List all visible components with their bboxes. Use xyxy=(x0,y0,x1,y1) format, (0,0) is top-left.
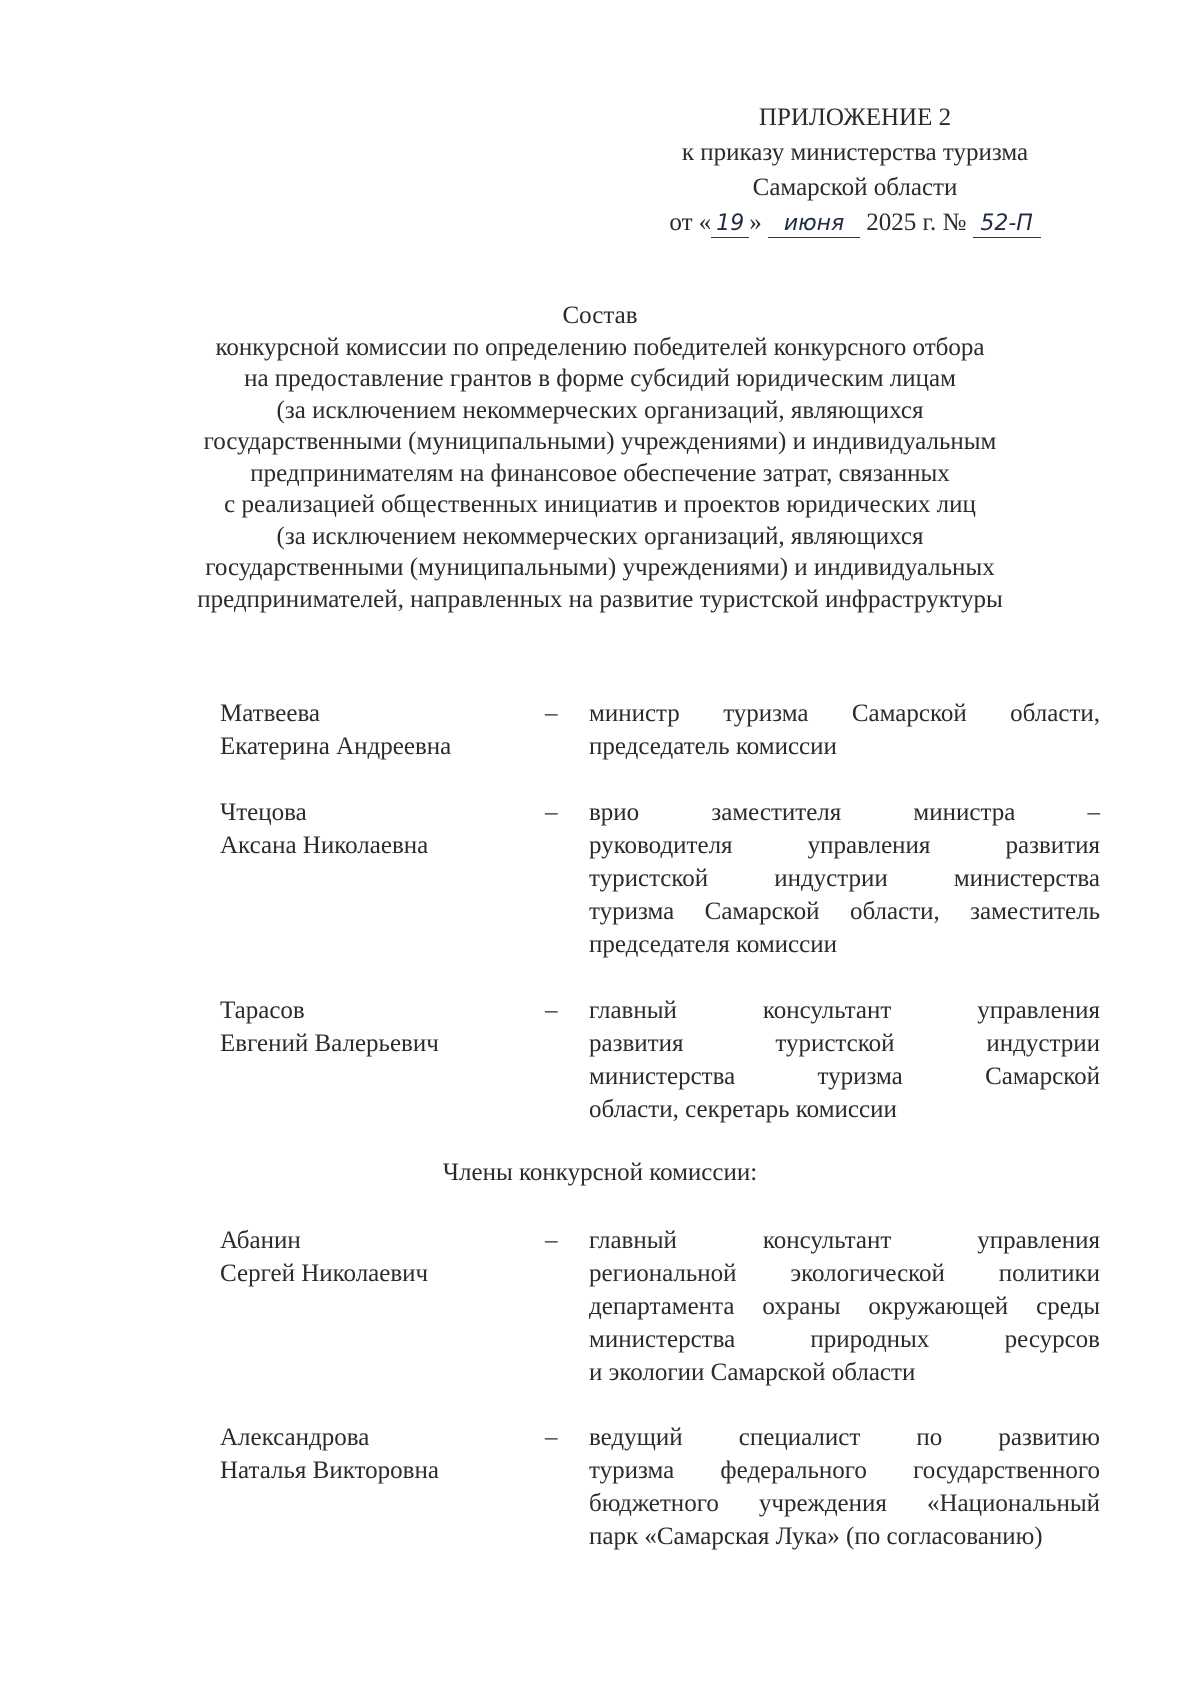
commission-member xyxy=(220,1421,1100,1553)
member-name xyxy=(220,994,545,1126)
role-line: туризма Самарской области, заместитель xyxy=(589,898,1100,925)
composition-line: государственными (муниципальными) учреждениями) и индивидуальным xyxy=(203,428,997,455)
member-given-name: Аксана Николаевна xyxy=(220,832,429,859)
member-surname: Абанин xyxy=(220,1227,301,1254)
role-line: парк «Самарская Лука» (по согласованию) xyxy=(589,1523,1043,1550)
member-given-name: Наталья Викторовна xyxy=(220,1457,439,1484)
handwritten-doc-number: 52-П xyxy=(973,211,1041,238)
appendix-order-line: к приказу министерства туризма xyxy=(681,139,1029,166)
member-name xyxy=(220,1224,545,1389)
appendix-title: ПРИЛОЖЕНИЕ 2 xyxy=(758,104,952,131)
member-role xyxy=(589,1421,1100,1553)
member-dash: – xyxy=(545,700,558,727)
commission-member xyxy=(220,796,1100,961)
member-name xyxy=(220,1421,545,1553)
member-dash: – xyxy=(545,1227,558,1254)
commission-member xyxy=(220,994,1100,1126)
members-heading: Члены конкурсной комиссии: xyxy=(442,1159,758,1186)
member-given-name: Евгений Валерьевич xyxy=(220,1030,439,1057)
role-line: председатель комиссии xyxy=(589,733,837,760)
member-given-name: Екатерина Андреевна xyxy=(220,733,452,760)
composition-line: на предоставление грантов в форме субсидий юридическим лицам xyxy=(244,365,956,392)
composition-heading: Состав xyxy=(562,302,638,329)
role-line: министерства природных ресурсов xyxy=(589,1326,1100,1353)
member-dash: – xyxy=(545,799,558,826)
role-line: руководителя управления развития xyxy=(589,832,1100,859)
role-line: области, секретарь комиссии xyxy=(589,1096,897,1123)
role-line: туристской индустрии министерства xyxy=(589,865,1100,892)
member-dash: – xyxy=(545,997,558,1024)
member-name xyxy=(220,796,545,961)
date-mid: » xyxy=(749,209,762,236)
member-role xyxy=(589,697,1100,763)
appendix-date-line xyxy=(620,205,1090,240)
commission-member xyxy=(220,697,1100,763)
role-line: министр туризма Самарской области, xyxy=(589,700,1100,727)
commission-member xyxy=(220,1224,1100,1389)
role-line: врио заместителя министра – xyxy=(589,799,1100,826)
appendix-region-line: Самарской области xyxy=(752,174,958,201)
role-line: департамента охраны окружающей среды xyxy=(589,1293,1100,1320)
member-surname: Александрова xyxy=(220,1424,370,1451)
member-role xyxy=(589,1224,1100,1389)
handwritten-month: июня xyxy=(768,211,860,238)
role-line: председателя комиссии xyxy=(589,931,837,958)
composition-line: государственными (муниципальными) учреждениями) и индивидуальных xyxy=(205,554,995,581)
appendix-header xyxy=(620,100,1090,240)
member-name xyxy=(220,697,545,763)
role-line: туризма федерального государственного xyxy=(589,1457,1100,1484)
composition-line: (за исключением некоммерческих организаций, являющихся xyxy=(276,396,924,424)
role-line: региональной экологической политики xyxy=(589,1260,1100,1287)
member-role xyxy=(589,796,1100,961)
date-year: 2025 г. № xyxy=(866,209,967,236)
member-role xyxy=(589,994,1100,1126)
handwritten-day: 19 xyxy=(711,211,749,238)
role-line: главный консультант управления xyxy=(589,997,1100,1024)
role-line: и экологии Самарской области xyxy=(589,1359,916,1386)
member-surname: Матвеева xyxy=(220,700,321,727)
date-prefix: от « xyxy=(669,209,712,236)
member-dash: – xyxy=(545,1424,558,1451)
composition-title xyxy=(140,300,1060,615)
composition-line: с реализацией общественных инициатив и проектов юридических лиц xyxy=(224,491,976,518)
composition-line: (за исключением некоммерческих организаций, являющихся xyxy=(276,522,924,550)
member-surname: Чтецова xyxy=(220,799,307,826)
role-line: главный консультант управления xyxy=(589,1227,1100,1254)
composition-line: конкурсной комиссии по определению победителей конкурсного отбора xyxy=(215,333,985,361)
member-given-name: Сергей Николаевич xyxy=(220,1260,429,1287)
role-line: ведущий специалист по развитию xyxy=(589,1424,1100,1451)
role-line: бюджетного учреждения «Национальный xyxy=(589,1490,1100,1517)
role-line: министерства туризма Самарской xyxy=(589,1063,1100,1090)
role-line: развития туристской индустрии xyxy=(589,1030,1100,1057)
composition-line: предпринимателей, направленных на развитие туристской инфраструктуры xyxy=(197,585,1003,613)
composition-line: предпринимателям на финансовое обеспечение затрат, связанных xyxy=(250,459,950,487)
member-surname: Тарасов xyxy=(220,997,305,1024)
